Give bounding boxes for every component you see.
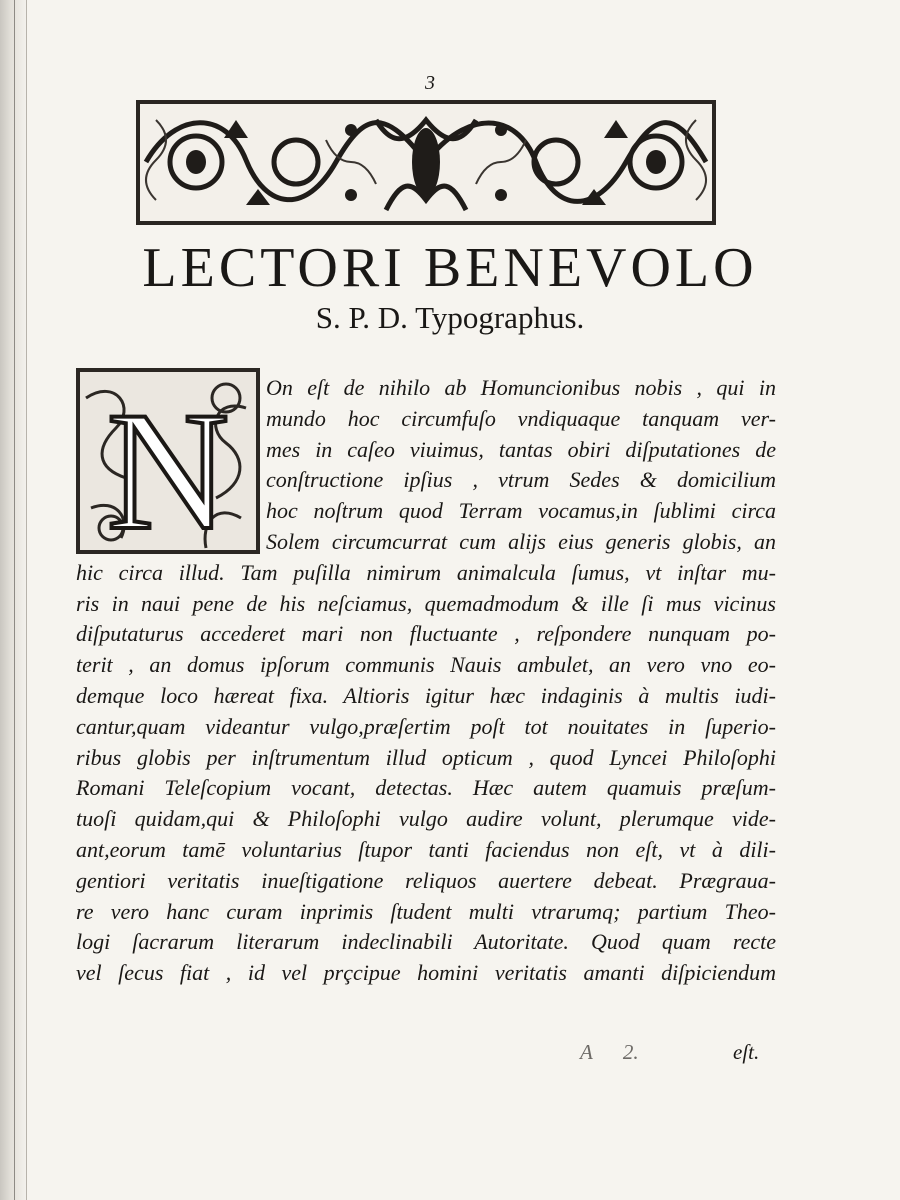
text-line: ribus globis per inſtrumentum illud opticum , quod Lyncei Philoſophi [76, 744, 776, 770]
text-line: Solem circumcurrat cum alijs eius generis globis, an [266, 528, 776, 554]
book-binding-edge [0, 0, 27, 1200]
text-line: ant,eorum tamē voluntarius ſtupor tanti faciendus non eſt, vt à dili- [76, 836, 776, 862]
text-line: Romani Teleſcopium vocant, detectas. Hæc autem quamuis præſum- [76, 775, 776, 801]
text-line: re vero hanc curam inprimis ſtudent multi vtrarumq; partium Theo- [76, 898, 776, 924]
body-text [76, 373, 776, 989]
page-subtitle: S. P. D. Typographus. [315, 300, 585, 335]
signature-number: 2. [622, 1040, 639, 1064]
drop-cap-letter: N [106, 377, 230, 554]
text-line: mundo hoc circumfuſo vndiquaque tanquam ver- [266, 405, 776, 431]
text-line: demque loco hæreat fixa. Altioris igitur hæc indaginis à multis iudi- [76, 682, 776, 708]
text-line: terit , an domus ipſorum communis Nauis ambulet, an vero vno eo- [76, 652, 776, 678]
text-line: conſtructione ipſius , vtrum Sedes & domicilium [266, 467, 776, 493]
signature-mark [580, 1040, 669, 1065]
ornamental-headpiece [136, 100, 716, 225]
text-line: mes in caſeo viuimus, tantas obiri diſputationes de [266, 436, 776, 462]
text-line: hic circa illud. Tam puſilla nimirum animalcula ſumus, vt inſtar mu- [76, 559, 776, 585]
page-number: 3 [425, 72, 435, 94]
text-line: vel ſecus fiat , id vel prçcipue homini veritatis amanti diſpiciendum [76, 960, 776, 986]
text-line: diſputaturus accederet mari non fluctuante , reſpondere nunquam po- [76, 621, 776, 647]
text-line: hoc noſtrum quod Terram vocamus,in ſublimi circa [266, 498, 776, 524]
page-title: LECTORI BENEVOLO [142, 237, 758, 299]
text-line: gentiori veritatis inueſtigatione reliquos auertere debeat. Prægraua- [76, 867, 776, 893]
signature-letter: A [580, 1040, 593, 1064]
catchword: eſt. [733, 1040, 760, 1064]
text-line: On eſt de nihilo ab Homuncionibus nobis , qui in [266, 375, 776, 400]
text-line: ris in naui pene de his neſciamus, quemadmodum & ille ſi mus vicinus [76, 590, 776, 616]
text-line: tuoſi quidam,qui & Philoſophi vulgo audire volunt, plerumque vide- [76, 806, 776, 832]
text-line: cantur,quam videantur vulgo,præſertim poſt tot nouitates in ſuperio- [76, 713, 776, 739]
text-line: logi ſacrarum literarum indeclinabili Autoritate. Quod quam recte [76, 929, 776, 955]
